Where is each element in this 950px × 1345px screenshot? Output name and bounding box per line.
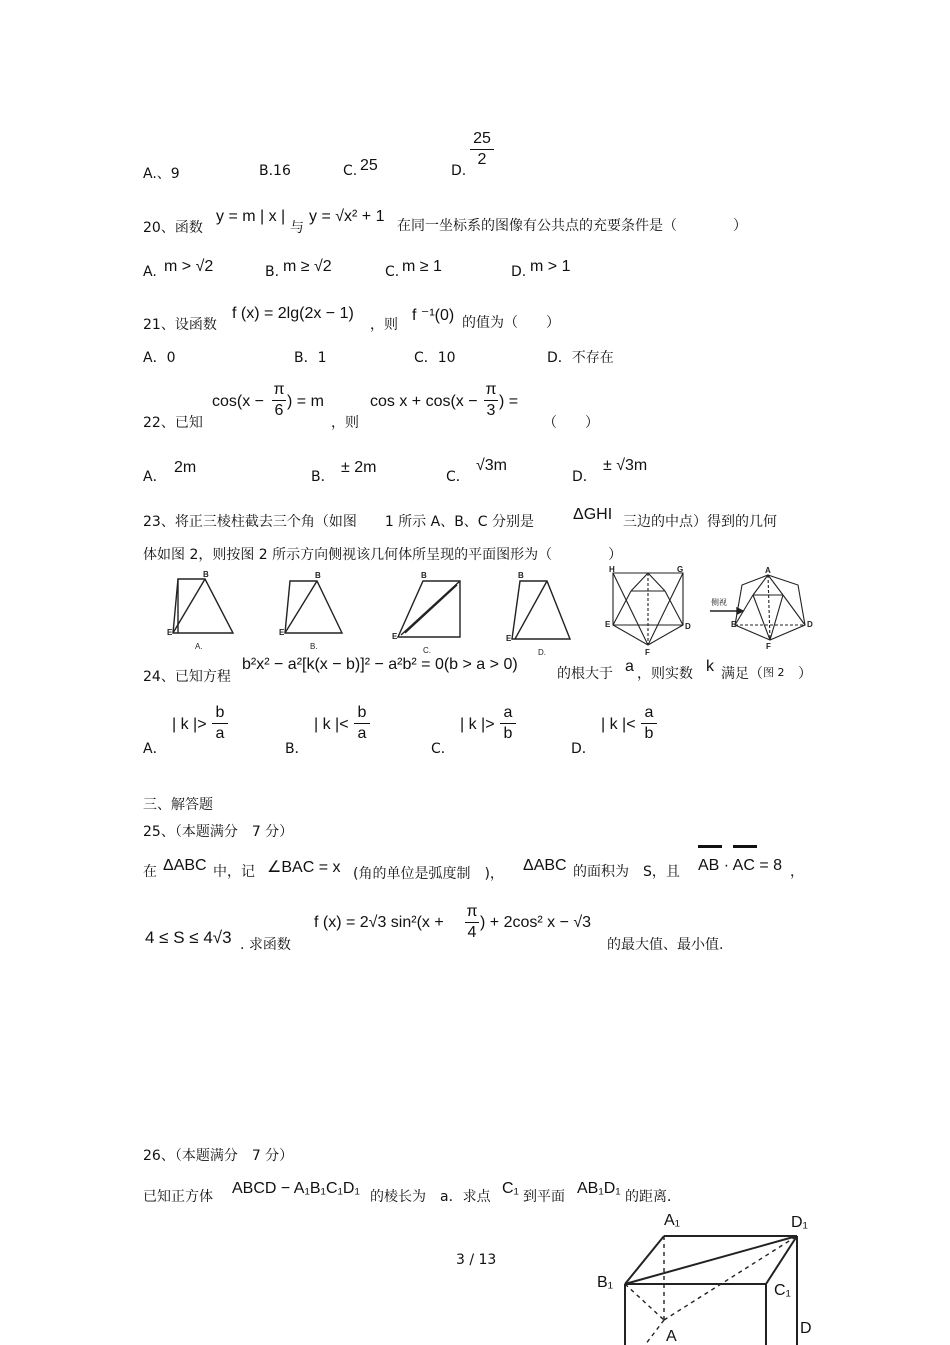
q24-k: k bbox=[706, 658, 714, 675]
q22-then: ，则 bbox=[331, 415, 359, 431]
q22-option-d-label: D． bbox=[572, 469, 597, 485]
q21-then: ，则 bbox=[370, 317, 398, 333]
q24-option-a-label: A． bbox=[143, 741, 167, 757]
q21-option-b: B．1 bbox=[294, 350, 327, 366]
svg-text:E: E bbox=[167, 628, 173, 637]
fraction-denominator: b bbox=[644, 725, 654, 742]
q25-function-a: f (x) = 2√3 sin²(x + bbox=[314, 914, 444, 931]
q22-option-c: √3m bbox=[476, 457, 508, 474]
q20-option-a-label: A. bbox=[143, 264, 157, 280]
q25-max-min: 的最大值、最小值. bbox=[607, 937, 724, 953]
q26-cube-figure bbox=[590, 1205, 830, 1345]
q19-option-c: C. bbox=[343, 163, 358, 179]
svg-text:F: F bbox=[645, 648, 650, 657]
q20-stem: 在同一坐标系的图像有公共点的充要条件是（ ） bbox=[397, 218, 747, 234]
q22-option-d: ± √3m bbox=[603, 457, 648, 474]
q20-option-d-label: D. bbox=[511, 264, 527, 280]
q22-expr-1b: ) = m bbox=[287, 393, 324, 410]
q25-function-b: ) + 2cos² x − √3 bbox=[480, 914, 592, 931]
q24-option-b-fraction bbox=[354, 704, 370, 743]
q19-option-a: A.、9 bbox=[143, 166, 180, 182]
q24-fig-2-label: 图 2 bbox=[763, 666, 785, 679]
fraction-numerator: b bbox=[357, 704, 367, 721]
q25-radian-note: (角的单位是弧度制 )， bbox=[353, 866, 504, 882]
q22-option-b-label: B． bbox=[311, 469, 335, 485]
q26-point-c1: C₁ bbox=[502, 1180, 519, 1197]
q23-label-d: D. bbox=[538, 648, 546, 657]
svg-text:E: E bbox=[731, 620, 737, 629]
q25-text-in: 在 bbox=[143, 864, 157, 880]
q24-option-b-label: B． bbox=[285, 741, 309, 757]
q19-option-d-fraction bbox=[470, 130, 494, 169]
q19-option-b: B.16 bbox=[259, 163, 291, 179]
q26-to-plane: 到平面 bbox=[523, 1189, 565, 1205]
q24-option-b-rel: | k |< bbox=[314, 716, 349, 733]
q20-option-c: m ≥ 1 bbox=[402, 258, 442, 275]
q22-option-a: 2m bbox=[174, 459, 197, 476]
q20-option-d: m > 1 bbox=[530, 258, 571, 275]
fraction-numerator: π bbox=[466, 903, 478, 920]
fraction-numerator: a bbox=[644, 704, 654, 721]
q24-option-d-rel: | k |< bbox=[601, 716, 636, 733]
q23-figures bbox=[165, 565, 815, 665]
q20-and: 与 bbox=[290, 220, 304, 236]
page-number: 3 / 13 bbox=[456, 1252, 497, 1268]
q21-stem: 的值为（ ） bbox=[462, 315, 560, 331]
fraction-denominator: 3 bbox=[486, 402, 496, 419]
q25-angle-bac: ∠BAC = x bbox=[267, 859, 341, 876]
svg-text:B: B bbox=[315, 571, 321, 580]
q23-label-b: B. bbox=[310, 642, 318, 651]
q23-label-a: A. bbox=[195, 642, 203, 651]
q23-triangle-ghi: ΔGHI bbox=[573, 506, 613, 523]
svg-text:G: G bbox=[677, 565, 684, 574]
label-d: D bbox=[800, 1320, 812, 1337]
fraction-denominator: a bbox=[215, 725, 225, 742]
q20-option-c-label: C. bbox=[385, 264, 400, 280]
q24-option-c-rel: | k |> bbox=[460, 716, 495, 733]
fraction-numerator: π bbox=[485, 381, 497, 398]
q22-number: 22、已知 bbox=[143, 415, 203, 431]
q24-close-paren: ） bbox=[798, 666, 812, 682]
label-a: A bbox=[666, 1328, 677, 1345]
q25-pi-over-4 bbox=[465, 903, 479, 942]
q23-figure-a bbox=[173, 579, 233, 633]
q24-number: 24、已知方程 bbox=[143, 669, 231, 685]
label-c1: C₁ bbox=[774, 1282, 791, 1299]
label-a1: A₁ bbox=[664, 1212, 681, 1229]
svg-text:B: B bbox=[203, 570, 209, 579]
q26-plane: AB₁D₁ bbox=[577, 1180, 621, 1197]
q22-expr-2b: ) = bbox=[499, 393, 519, 410]
q23-figure-d bbox=[512, 581, 570, 639]
q26-text-cube: 已知正方体 bbox=[143, 1189, 213, 1205]
q24-then-real: ，则实数 bbox=[637, 666, 693, 682]
q25-text-denote: 中，记 bbox=[213, 864, 255, 880]
q20-option-b: m ≥ √2 bbox=[283, 258, 332, 275]
q22-pi-over-6 bbox=[272, 381, 286, 420]
svg-text:E: E bbox=[279, 628, 285, 637]
q23-figure-b bbox=[285, 581, 342, 633]
vector-arrow-ab bbox=[698, 845, 722, 852]
svg-text:F: F bbox=[766, 642, 771, 651]
fraction-denominator: 6 bbox=[274, 402, 284, 419]
q22-option-b: ± 2m bbox=[341, 459, 377, 476]
q24-option-d-fraction bbox=[641, 704, 657, 743]
fraction-numerator: π bbox=[273, 381, 285, 398]
vector-arrow-ac bbox=[733, 845, 757, 852]
fraction-denominator: b bbox=[503, 725, 513, 742]
q23-line-1b: 三边的中点）得到的几何 bbox=[623, 514, 777, 530]
q24-option-c-fraction bbox=[500, 704, 516, 743]
q22-option-a-label: A． bbox=[143, 469, 167, 485]
q22-expr-1a: cos(x − bbox=[212, 393, 265, 410]
side-view-label: 侧视 bbox=[711, 598, 727, 607]
q23-label-c: C. bbox=[423, 646, 431, 655]
q25-heading: 25、（本题满分 7 分） bbox=[143, 824, 294, 840]
section-heading: 三、解答题 bbox=[143, 797, 213, 813]
label-b1: B₁ bbox=[597, 1274, 614, 1291]
q21-option-c: C．10 bbox=[414, 350, 456, 366]
q26-cube-name: ABCD − A₁B₁C₁D₁ bbox=[232, 1180, 360, 1197]
q20-number: 20、函数 bbox=[143, 220, 203, 236]
q24-equation: b²x² − a²[k(x − b)]² − a²b² = 0(b > a > 0) bbox=[242, 656, 518, 673]
q26-distance: 的距离． bbox=[625, 1189, 681, 1205]
svg-text:H: H bbox=[609, 565, 615, 574]
q25-dot-product: AB · AC = 8 bbox=[698, 857, 783, 874]
q25-find-function: . 求函数 bbox=[240, 937, 291, 953]
q20-option-b-label: B. bbox=[265, 264, 280, 280]
q26-heading: 26、（本题满分 7 分） bbox=[143, 1148, 294, 1164]
q23-line-1a: 23、将正三棱柱截去三个角（如图 1 所示 A、B、C 分别是 bbox=[143, 514, 535, 530]
q24-option-c-label: C． bbox=[431, 741, 455, 757]
svg-text:A: A bbox=[765, 566, 771, 575]
q21-option-d: D．不存在 bbox=[547, 350, 614, 366]
q21-number: 21、设函数 bbox=[143, 317, 217, 333]
svg-text:E: E bbox=[506, 634, 512, 643]
q22-answer-paren: （ ） bbox=[543, 415, 599, 431]
fraction-denominator: a bbox=[357, 725, 367, 742]
q23-line-2: 体如图 2，则按图 2 所示方向侧视该几何体所呈现的平面图形为（ ） bbox=[143, 547, 623, 563]
q21-function: f (x) = 2lg(2x − 1) bbox=[232, 305, 354, 322]
svg-text:B: B bbox=[421, 571, 427, 580]
q22-expr-2a: cos x + cos(x − bbox=[370, 393, 478, 410]
q24-satisfies: 满足（ bbox=[721, 666, 763, 682]
q25-comma: ， bbox=[790, 864, 804, 880]
q26-edge-length: 的棱长为 a．求点 bbox=[370, 1189, 491, 1205]
fraction-numerator: b bbox=[215, 704, 225, 721]
svg-text:D: D bbox=[807, 620, 813, 629]
q19-option-c-value: 25 bbox=[360, 157, 378, 174]
fraction-numerator: a bbox=[503, 704, 513, 721]
q22-option-c-label: C． bbox=[446, 469, 470, 485]
q20-function-2: y = √x² + 1 bbox=[309, 208, 385, 225]
svg-text:E: E bbox=[392, 632, 398, 641]
q24-a: a bbox=[625, 658, 634, 675]
svg-text:B: B bbox=[518, 571, 524, 580]
q22-pi-over-3 bbox=[484, 381, 498, 420]
q24-option-a-rel: | k |> bbox=[172, 716, 207, 733]
svg-text:D: D bbox=[685, 622, 691, 631]
q23-figure-2 bbox=[735, 575, 805, 640]
q20-option-a: m > √2 bbox=[164, 258, 214, 275]
fraction-numerator: 25 bbox=[473, 130, 491, 147]
q25-triangle-abc: ΔABC bbox=[163, 857, 207, 874]
q20-function-1: y = m | x | bbox=[216, 208, 286, 225]
svg-text:E: E bbox=[605, 620, 611, 629]
fraction-denominator: 2 bbox=[477, 151, 487, 168]
fraction-denominator: 4 bbox=[467, 924, 477, 941]
q24-option-a-fraction bbox=[212, 704, 228, 743]
q21-inverse: f ⁻¹(0) bbox=[412, 307, 455, 324]
q24-root-greater: 的根大于 bbox=[557, 666, 613, 682]
q23-figure-1 bbox=[613, 573, 683, 645]
q25-area-range: 4 ≤ S ≤ 4√3 bbox=[145, 928, 232, 947]
q21-option-a: A．0 bbox=[143, 350, 176, 366]
q25-area-text: 的面积为 S，且 bbox=[573, 864, 680, 880]
q24-option-d-label: D． bbox=[571, 741, 596, 757]
q19-option-d: D. bbox=[451, 163, 467, 179]
q23-figure-c bbox=[398, 581, 460, 637]
label-d1: D₁ bbox=[791, 1214, 808, 1231]
q25-triangle-abc-2: ΔABC bbox=[523, 857, 567, 874]
